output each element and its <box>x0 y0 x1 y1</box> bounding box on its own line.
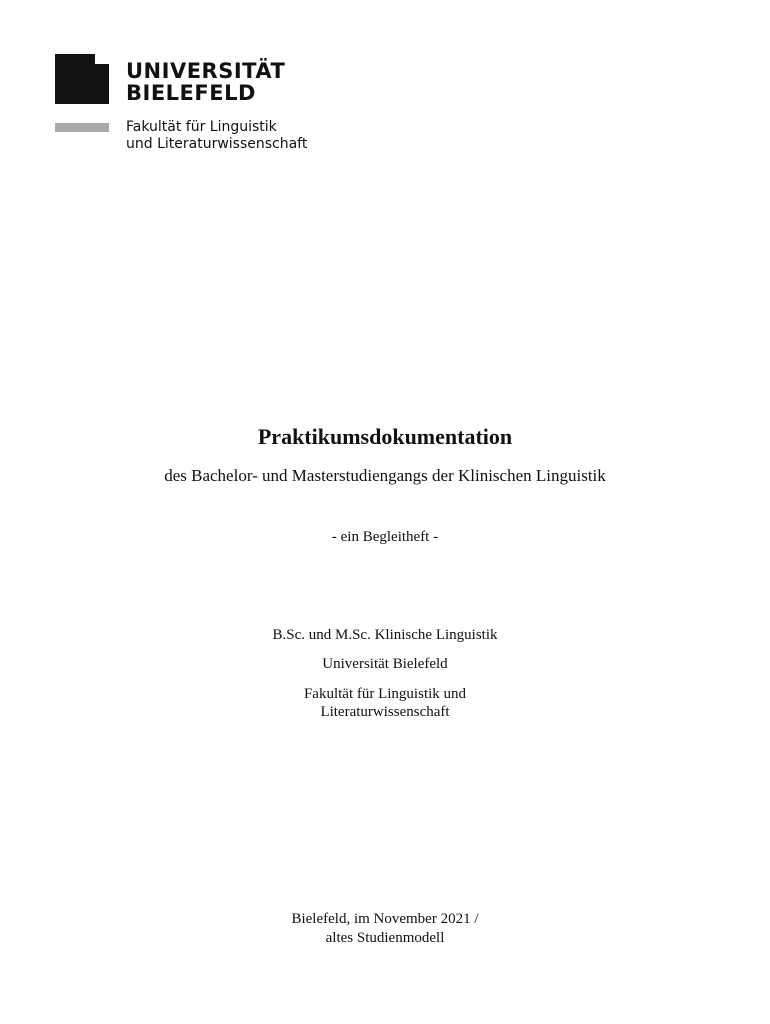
university-wordmark <box>126 60 285 104</box>
place-date-line2: altes Studienmodell <box>325 930 445 946</box>
faculty-name-line1: Fakultät für Linguistik und <box>303 686 467 702</box>
document-subtitle: des Bachelor- und Masterstudiengangs der Klinischen Linguistik <box>164 466 606 485</box>
faculty-wordmark <box>126 119 307 153</box>
university-name: Universität Bielefeld <box>322 656 448 672</box>
place-date-line1: Bielefeld, im November 2021 / <box>291 911 479 927</box>
faculty-wordmark-line2: und Literaturwissenschaft <box>126 136 308 152</box>
faculty-wordmark-line1: Fakultät für Linguistik <box>126 119 277 135</box>
place-and-date <box>0 910 770 948</box>
logo-notch <box>95 54 109 64</box>
university-logo-mark <box>55 54 109 104</box>
faculty-logo-bar <box>55 123 109 132</box>
study-program: B.Sc. und M.Sc. Klinische Linguistik <box>272 627 498 643</box>
document-tagline: - ein Begleitheft - <box>331 529 439 545</box>
document-title: Praktikumsdokumentation <box>257 424 513 449</box>
faculty-name-line2: Literaturwissenschaft <box>320 704 450 720</box>
university-wordmark-line2: BIELEFELD <box>126 81 256 105</box>
faculty-name <box>0 685 770 721</box>
university-wordmark-line1: UNIVERSITÄT <box>126 59 286 83</box>
